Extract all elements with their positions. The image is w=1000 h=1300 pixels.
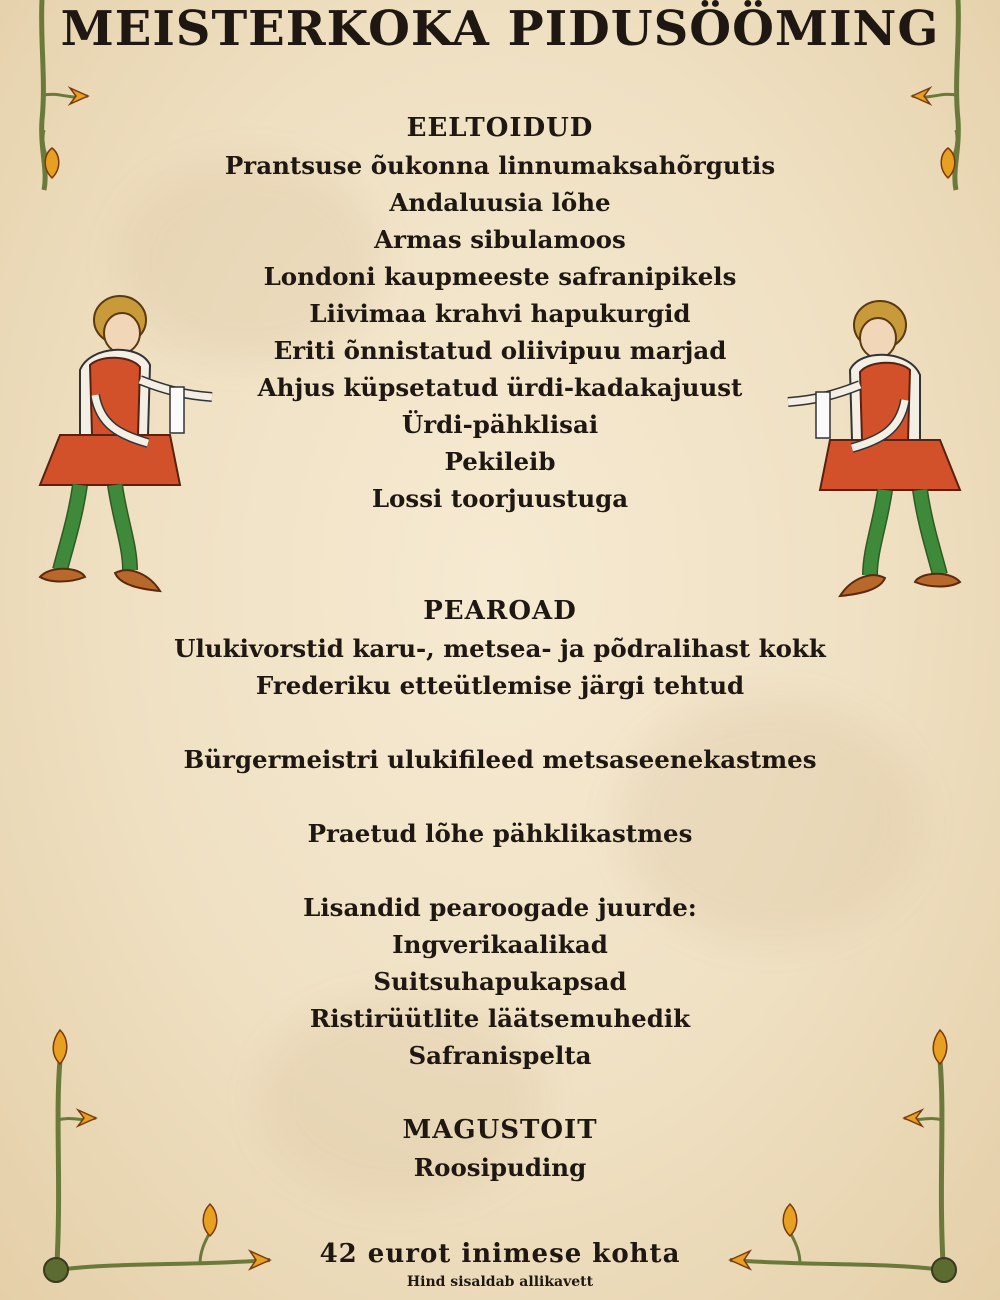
sides-label: Lisandid pearoogade juurde: <box>303 893 697 922</box>
menu-item: Praetud lõhe pähklikastmes <box>307 819 693 848</box>
menu-item: Armas sibulamoos <box>374 225 626 254</box>
corner-vine-top-left <box>0 0 120 200</box>
price-note: Hind sisaldab allikavett <box>406 1274 594 1290</box>
price: 42 eurot inimese kohta <box>319 1239 681 1269</box>
menu-title: MEISTERKOKA PIDUSÖÖMING <box>60 1 940 57</box>
menu-item: Frederiku etteütlemise järgi tehtud <box>255 671 745 700</box>
menu-item: Ulukivorstid karu-, metsea- ja põdralihast kokk <box>174 634 826 663</box>
corner-vine-bottom-right <box>700 1040 1000 1300</box>
menu-item: Ristirüütlite läätsemuhedik <box>309 1004 691 1033</box>
menu-item: Liivimaa krahvi hapukurgid <box>309 299 691 328</box>
mains-section <box>0 593 1000 1074</box>
menu-item: Ahjus küpsetatud ürdi-kadakajuust <box>257 373 743 402</box>
menu-item: Bürgermeistri ulukifileed metsaseenekastmes <box>183 745 817 774</box>
servant-illustration-left <box>20 285 220 600</box>
menu-item: Eriti õnnistatud oliivipuu marjad <box>273 336 727 365</box>
dessert-heading: MAGUSTOIT <box>402 1115 598 1145</box>
menu-item: Lossi toorjuustuga <box>371 484 629 513</box>
corner-vine-bottom-left <box>0 1040 300 1300</box>
menu-item: Safranispelta <box>408 1041 592 1070</box>
menu-item: Ürdi-pähklisai <box>401 410 599 439</box>
menu-item: Ingverikaalikad <box>392 930 608 959</box>
mains-heading: PEAROAD <box>423 596 577 626</box>
menu-item: Roosipuding <box>413 1153 587 1182</box>
corner-vine-top-right <box>880 0 1000 200</box>
menu-item: Pekileib <box>444 447 556 476</box>
starters-heading: EELTOIDUD <box>406 113 594 143</box>
menu-item: Prantsuse õukonna linnumaksahõrgutis <box>224 151 776 180</box>
menu-item: Londoni kaupmeeste safranipikels <box>263 262 737 291</box>
menu-item: Andaluusia lõhe <box>389 188 611 217</box>
menu-item: Suitsuhapukapsad <box>373 967 627 996</box>
servant-illustration-right <box>780 290 980 605</box>
